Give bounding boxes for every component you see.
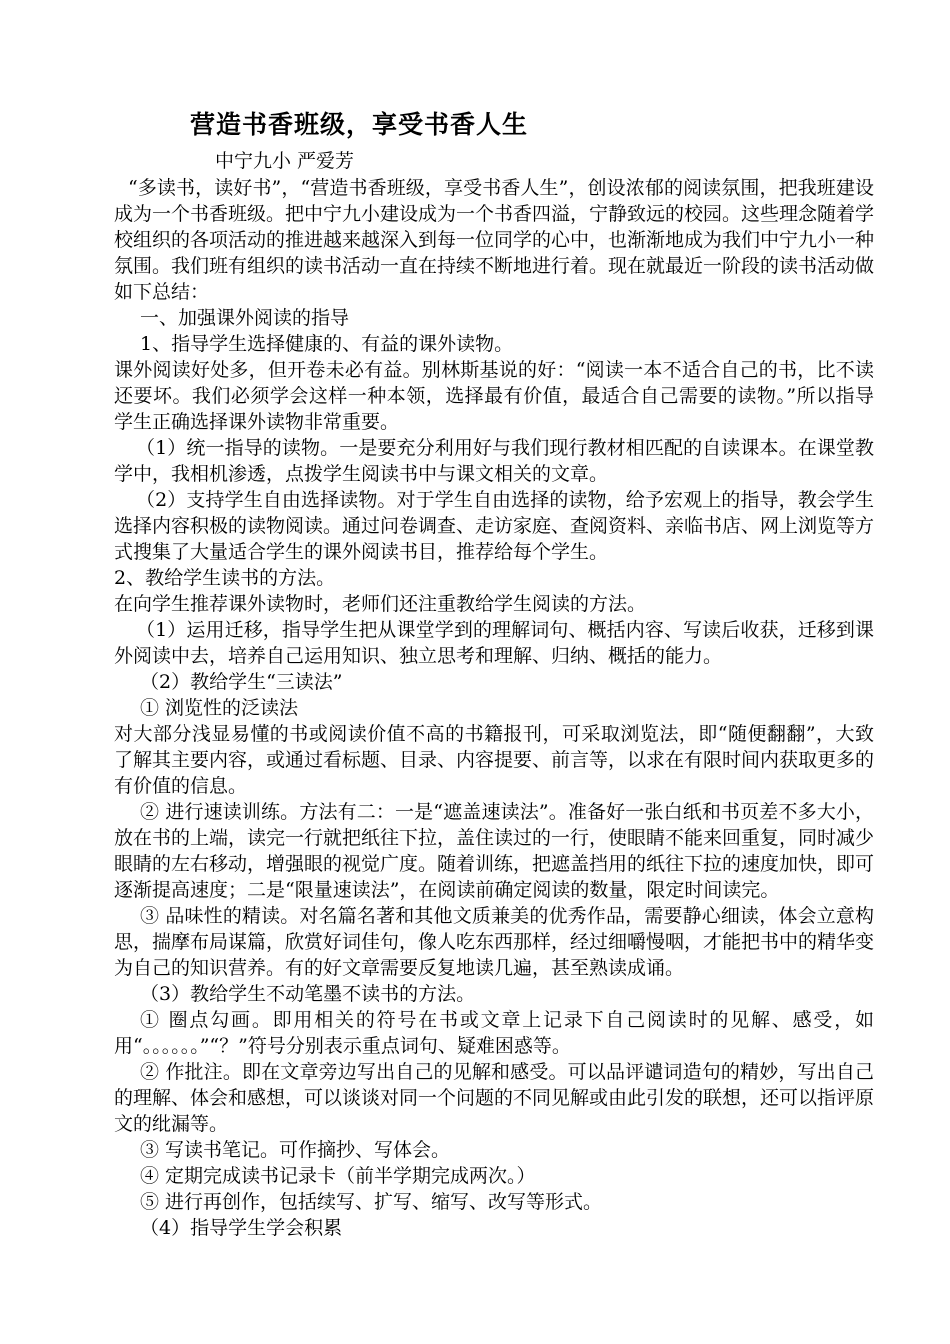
paragraph: 在向学生推荐课外读物时，老师们还注重教给学生阅读的方法。 bbox=[114, 593, 647, 615]
paragraph: ③ 品味性的精读。对名篇名著和其他文质兼美的优秀作品，需要静心细读，体会立意构思，揣摩布局谋篇，欣赏好词佳句，像人吃东西那样，经过细嚼慢咽，才能把书中的精华变为自己的知识营养。有的好文章需要反复地读几遍，甚至熟读成诵。 bbox=[114, 905, 875, 979]
paragraph: “多读书，读好书”，“营造书香班级，享受书香人生”，创设浓郁的阅读氛围，把我班建设成为一个书香班级。把中宁九小建设成为一个书香四溢，宁静致远的校园。这些理念随着学校组织的各项活动的推进越来越深入到每一位同学的心中，也渐渐地成为我们中宁九小一种氛围。我们班有组织的读书活动一直在持续不断地进行着。现在就最近一阶段的读书活动做如下总结： bbox=[114, 177, 875, 303]
paragraph: ⑤ 进行再创作，包括续写、扩写、缩写、改写等形式。 bbox=[140, 1191, 603, 1213]
paragraph: 1、指导学生选择健康的、有益的课外读物。 bbox=[140, 333, 514, 355]
paragraph: （1）统一指导的读物。一是要充分利用好与我们现行教材相匹配的自读课本。在课堂教学中，我相机渗透，点拨学生阅读书中与课文相关的文章。 bbox=[114, 437, 874, 485]
document-title: 营造书香班级，享受书香人生 bbox=[190, 110, 529, 139]
paragraph: ③ 写读书笔记。可作摘抄、写体会。 bbox=[140, 1139, 451, 1161]
paragraph: （2）教给学生“三读法” bbox=[140, 671, 343, 693]
paragraph: （3）教给学生不动笔墨不读书的方法。 bbox=[140, 983, 476, 1005]
document-body bbox=[114, 175, 874, 1241]
paragraph: ② 作批注。即在文章旁边写出自己的见解和感受。可以品评谴词造句的精妙，写出自己的理解、体会和感想，可以谈谈对同一个问题的不同见解或由此引发的联想，还可以指评原文的纰漏等。 bbox=[114, 1061, 875, 1135]
paragraph: ① 圈点勾画。即用相关的符号在书或文章上记录下自己阅读时的见解、感受，如用“。。。。。。”“？”符号分别表示重点词句、疑难困惑等。 bbox=[114, 1009, 874, 1057]
paragraph: ① 浏览性的泛读法 bbox=[140, 697, 299, 719]
paragraph: ④ 定期完成读书记录卡（前半学期完成两次。） bbox=[140, 1165, 536, 1187]
paragraph: 2、教给学生读书的方法。 bbox=[114, 567, 336, 589]
paragraph: （2）支持学生自由选择读物。对于学生自由选择的读物，给予宏观上的指导，教会学生选择内容积极的读物阅读。通过问卷调查、走访家庭、查阅资料、亲临书店、网上浏览等方式搜集了大量适合学生的课外阅读书目，推荐给每个学生。 bbox=[114, 489, 875, 563]
paragraph: （1）运用迁移，指导学生把从课堂学到的理解词句、概括内容、写读后收获，迁移到课外阅读中去，培养自己运用知识、独立思考和理解、归纳、概括的能力。 bbox=[114, 619, 874, 667]
paragraph: 课外阅读好处多，但开卷未必有益。别林斯基说的好：“阅读一本不适合自己的书，比不读还要坏。我们必须学会这样一种本领，选择最有价值，最适合自己需要的读物。”所以指导学生正确选择课外读物非常重要。 bbox=[114, 359, 874, 433]
paragraph: （4）指导学生学会积累 bbox=[140, 1217, 343, 1239]
paragraph: 对大部分浅显易懂的书或阅读价值不高的书籍报刊，可采取浏览法，即“随便翻翻”，大致了解其主要内容，或通过看标题、目录、内容提要、前言等，以求在有限时间内获取更多的有价值的信息。 bbox=[114, 723, 875, 797]
paragraph: 一、加强课外阅读的指导 bbox=[140, 307, 350, 329]
document-author: 中宁九小 严爱芳 bbox=[215, 150, 355, 172]
paragraph: ② 进行速读训练。方法有二：一是“遮盖速读法”。准备好一张白纸和书页差不多大小，放在书的上端，读完一行就把纸往下拉，盖住读过的一行，使眼睛不能来回重复，同时减少眼睛的左右移动，增强眼的视觉广度。随着训练，把遮盖挡用的纸往下拉的速度加快，即可逐渐提高速度；二是“限量速读法”，在阅读前确定阅读的数量，限定时间读完。 bbox=[114, 801, 875, 901]
